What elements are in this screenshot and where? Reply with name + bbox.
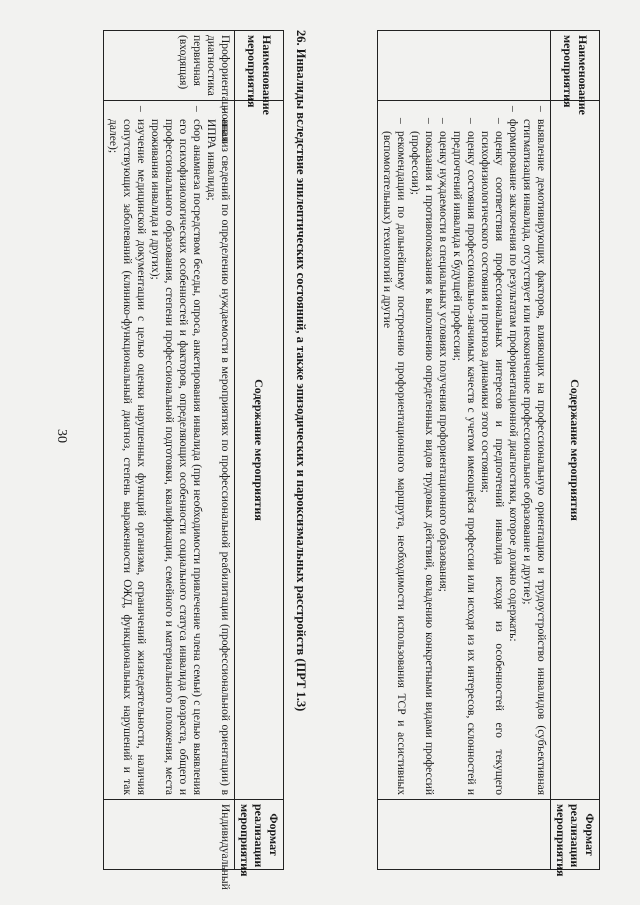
sub-list-item: – оценку состояния профессионально-значимых качеств с учетом имеющейся профессии или исходя из их интересов, склонностей и предпочтений инвалида к будущей профессии; bbox=[450, 117, 478, 795]
activity-format-cell bbox=[377, 800, 550, 870]
table-header-row bbox=[235, 31, 284, 870]
table-row bbox=[103, 31, 234, 870]
activity-name-cell: Профориентационная диагностика первичная (входящая) bbox=[103, 31, 234, 101]
table-row bbox=[377, 31, 550, 870]
header-name: Наименование мероприятия bbox=[235, 31, 284, 101]
list-item: – формирование заключения по результатам профориентационной диагностики, которое должно содержать: bbox=[506, 105, 520, 795]
activities-table-continued bbox=[377, 30, 600, 877]
header-format: Формат реализации мероприятия bbox=[235, 800, 284, 870]
rotated-page-content bbox=[70, 30, 600, 890]
section-heading: 26. Инвалиды вследствие эпилептических состояний, а также эпизодических и пароксизмальных расстройств (ПРТ 1.3) bbox=[294, 30, 308, 712]
list-item: – изучение медицинской документации с целью оценки нарушенных функций организма, ограничений жизнедеятельности, наличия сопутствующих заболеваний (клинико-функциональный диагноз, степень выраженности ОЖД, функциональных нарушений и так далее); bbox=[106, 105, 148, 795]
page-number: 30 bbox=[54, 429, 69, 443]
header-content: Содержание мероприятия bbox=[235, 101, 284, 800]
activities-table bbox=[103, 30, 284, 890]
table-header-row bbox=[551, 31, 600, 870]
activity-content-cell bbox=[377, 101, 550, 800]
list-item: – анализ сведений по определению нуждаемости в мероприятиях по профессиональной реабилитации (профессиональной ориентации) в ИПРА инвалида; bbox=[204, 105, 232, 795]
header-name: Наименование мероприятия bbox=[551, 31, 600, 101]
sub-list-item: – показания и противопоказания к выполнению определенных видов трудовых действий, овладению конкретными видами профессий (профессии); bbox=[408, 117, 436, 795]
activity-name-cell bbox=[377, 31, 550, 101]
activity-content-cell bbox=[103, 101, 234, 800]
list-item: – сбор анамнеза посредством беседы, опроса, анкетирования инвалида (при необходимости привлечение члена семьи) с целью выявления его психофизиологических особенностей и факторов, определяющих особенности социального статуса инвалида (возраста, общего и профессионального образования, степени профессиональной подготовки, квалификации, семейного и материального положения, места проживания инвалида и других); bbox=[148, 105, 204, 795]
list-item: – выявление демотивирующих факторов, влияющих на профессиональную ориентацию и трудоустройство инвалидов (субъективная стигматизация инвалида, отсутствует или неоконченное профессиональное образование и другие); bbox=[520, 105, 548, 795]
sub-list-item: – оценку соответствия профессиональных интересов и предпочтений инвалида исходя из особенностей его текущего психофизиологического состояния и прогноза динамики этого состояния; bbox=[478, 117, 506, 795]
activity-format-cell: Индивидуальный bbox=[103, 800, 234, 870]
header-format: Формат реализации мероприятия bbox=[551, 800, 600, 870]
sub-list-item: – оценку нуждаемости в специальных условиях получения профориентационного образования; bbox=[436, 117, 450, 795]
sub-list-item: – рекомендации по дальнейшему построению профориентационного маршрута, необходимости использования ТСР и ассистивных (вспомогательных) технологий и другие bbox=[380, 117, 408, 795]
header-content: Содержание мероприятия bbox=[551, 101, 600, 800]
